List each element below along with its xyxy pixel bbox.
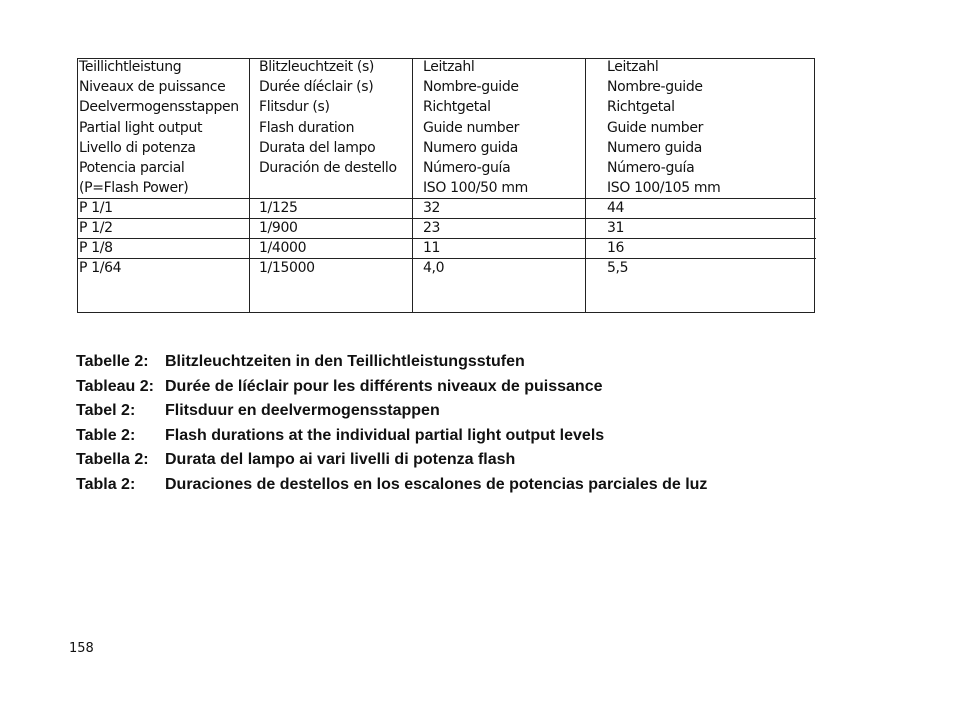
caption-de [76, 350, 707, 375]
header-line: Deelvermogensstappen [79, 99, 239, 116]
header-line: Nombre-guide [607, 79, 703, 96]
header-line: Durée díéclair (s) [259, 79, 374, 96]
header-line: Livello di potenza [79, 139, 196, 156]
table-cell: P 1/64 [79, 260, 122, 276]
flash-duration-table [77, 58, 815, 313]
header-line: Niveaux de puissance [79, 79, 226, 96]
header-line: (P=Flash Power) [79, 180, 189, 197]
caption-es [76, 473, 707, 498]
caption-label: Tabelle 2: [76, 353, 149, 370]
header-cell-output [79, 57, 239, 198]
caption-text: Blitzleuchtzeiten in den Teillichtleistungsstufen [165, 353, 525, 370]
table-cell: 1/15000 [259, 260, 315, 276]
caption-label: Tableau 2: [76, 377, 154, 395]
table-cell: 44 [607, 200, 625, 216]
caption-it [76, 448, 707, 473]
header-line: Richtgetal [607, 99, 675, 116]
header-line [259, 178, 397, 198]
caption-label: Tabel 2: [76, 402, 136, 419]
header-line: Potencia parcial [79, 159, 185, 176]
header-line: Teillichtleistung [79, 59, 182, 75]
caption-nl [76, 399, 707, 424]
header-line: Flash duration [259, 119, 355, 136]
header-line: ISO 100/105 mm [607, 180, 721, 197]
row-divider [78, 238, 816, 239]
caption-text: Flash durations at the individual partial light output levels [165, 426, 605, 444]
column-divider [412, 59, 413, 312]
table-cell: P 1/8 [79, 240, 113, 256]
row-divider [78, 218, 816, 219]
caption-label: Table 2: [76, 426, 136, 444]
table-cell: 4,0 [423, 260, 445, 276]
row-divider [78, 258, 816, 259]
table-cell: P 1/1 [79, 200, 113, 216]
caption-text: Flitsduur en deelvermogensstappen [165, 402, 440, 419]
table-captions [76, 350, 707, 497]
header-line: Guide number [423, 119, 520, 136]
caption-label: Tabella 2: [76, 451, 149, 468]
table-cell: 1/125 [259, 200, 298, 216]
header-line: Duración de destello [259, 159, 397, 176]
column-divider [585, 59, 586, 312]
header-line: Nombre-guide [423, 79, 519, 96]
table-cell: P 1/2 [79, 220, 113, 236]
table-cell: 16 [607, 240, 625, 256]
table-cell: 23 [423, 220, 441, 236]
header-line: Numero guida [423, 139, 518, 156]
table-cell: 1/4000 [259, 240, 307, 256]
column-divider [249, 59, 250, 312]
table-cell: 32 [423, 200, 441, 216]
table-cell: 5,5 [607, 260, 629, 276]
table-cell: 11 [423, 240, 441, 256]
page-number: 158 [69, 641, 94, 656]
header-line: Leitzahl [423, 59, 475, 75]
caption-en [76, 424, 707, 449]
header-line: Numero guida [607, 139, 702, 156]
header-line: Durata del lampo [259, 139, 376, 156]
header-cell-guide-50 [423, 57, 528, 198]
header-line: Blitzleuchtzeit (s) [259, 59, 375, 75]
caption-fr [76, 375, 707, 400]
header-line: Leitzahl [607, 59, 659, 75]
header-line: ISO 100/50 mm [423, 180, 528, 197]
header-line: Número-guía [423, 159, 511, 176]
caption-label: Tabla 2: [76, 475, 136, 493]
header-cell-duration [259, 57, 397, 198]
caption-text: Durée de líéclair pour les différents niveaux de puissance [165, 377, 603, 395]
header-cell-guide-105 [607, 57, 720, 198]
header-line: Flitsdur (s) [259, 99, 330, 116]
header-line: Richtgetal [423, 99, 491, 116]
table-cell: 31 [607, 220, 625, 236]
caption-text: Duraciones de destellos en los escalones de potencias parciales de luz [165, 475, 708, 493]
header-line: Partial light output [79, 119, 203, 136]
header-line: Guide number [607, 119, 704, 136]
caption-text: Durata del lampo ai vari livelli di potenza flash [165, 451, 516, 468]
table-cell: 1/900 [259, 220, 298, 236]
header-line: Número-guía [607, 159, 695, 176]
